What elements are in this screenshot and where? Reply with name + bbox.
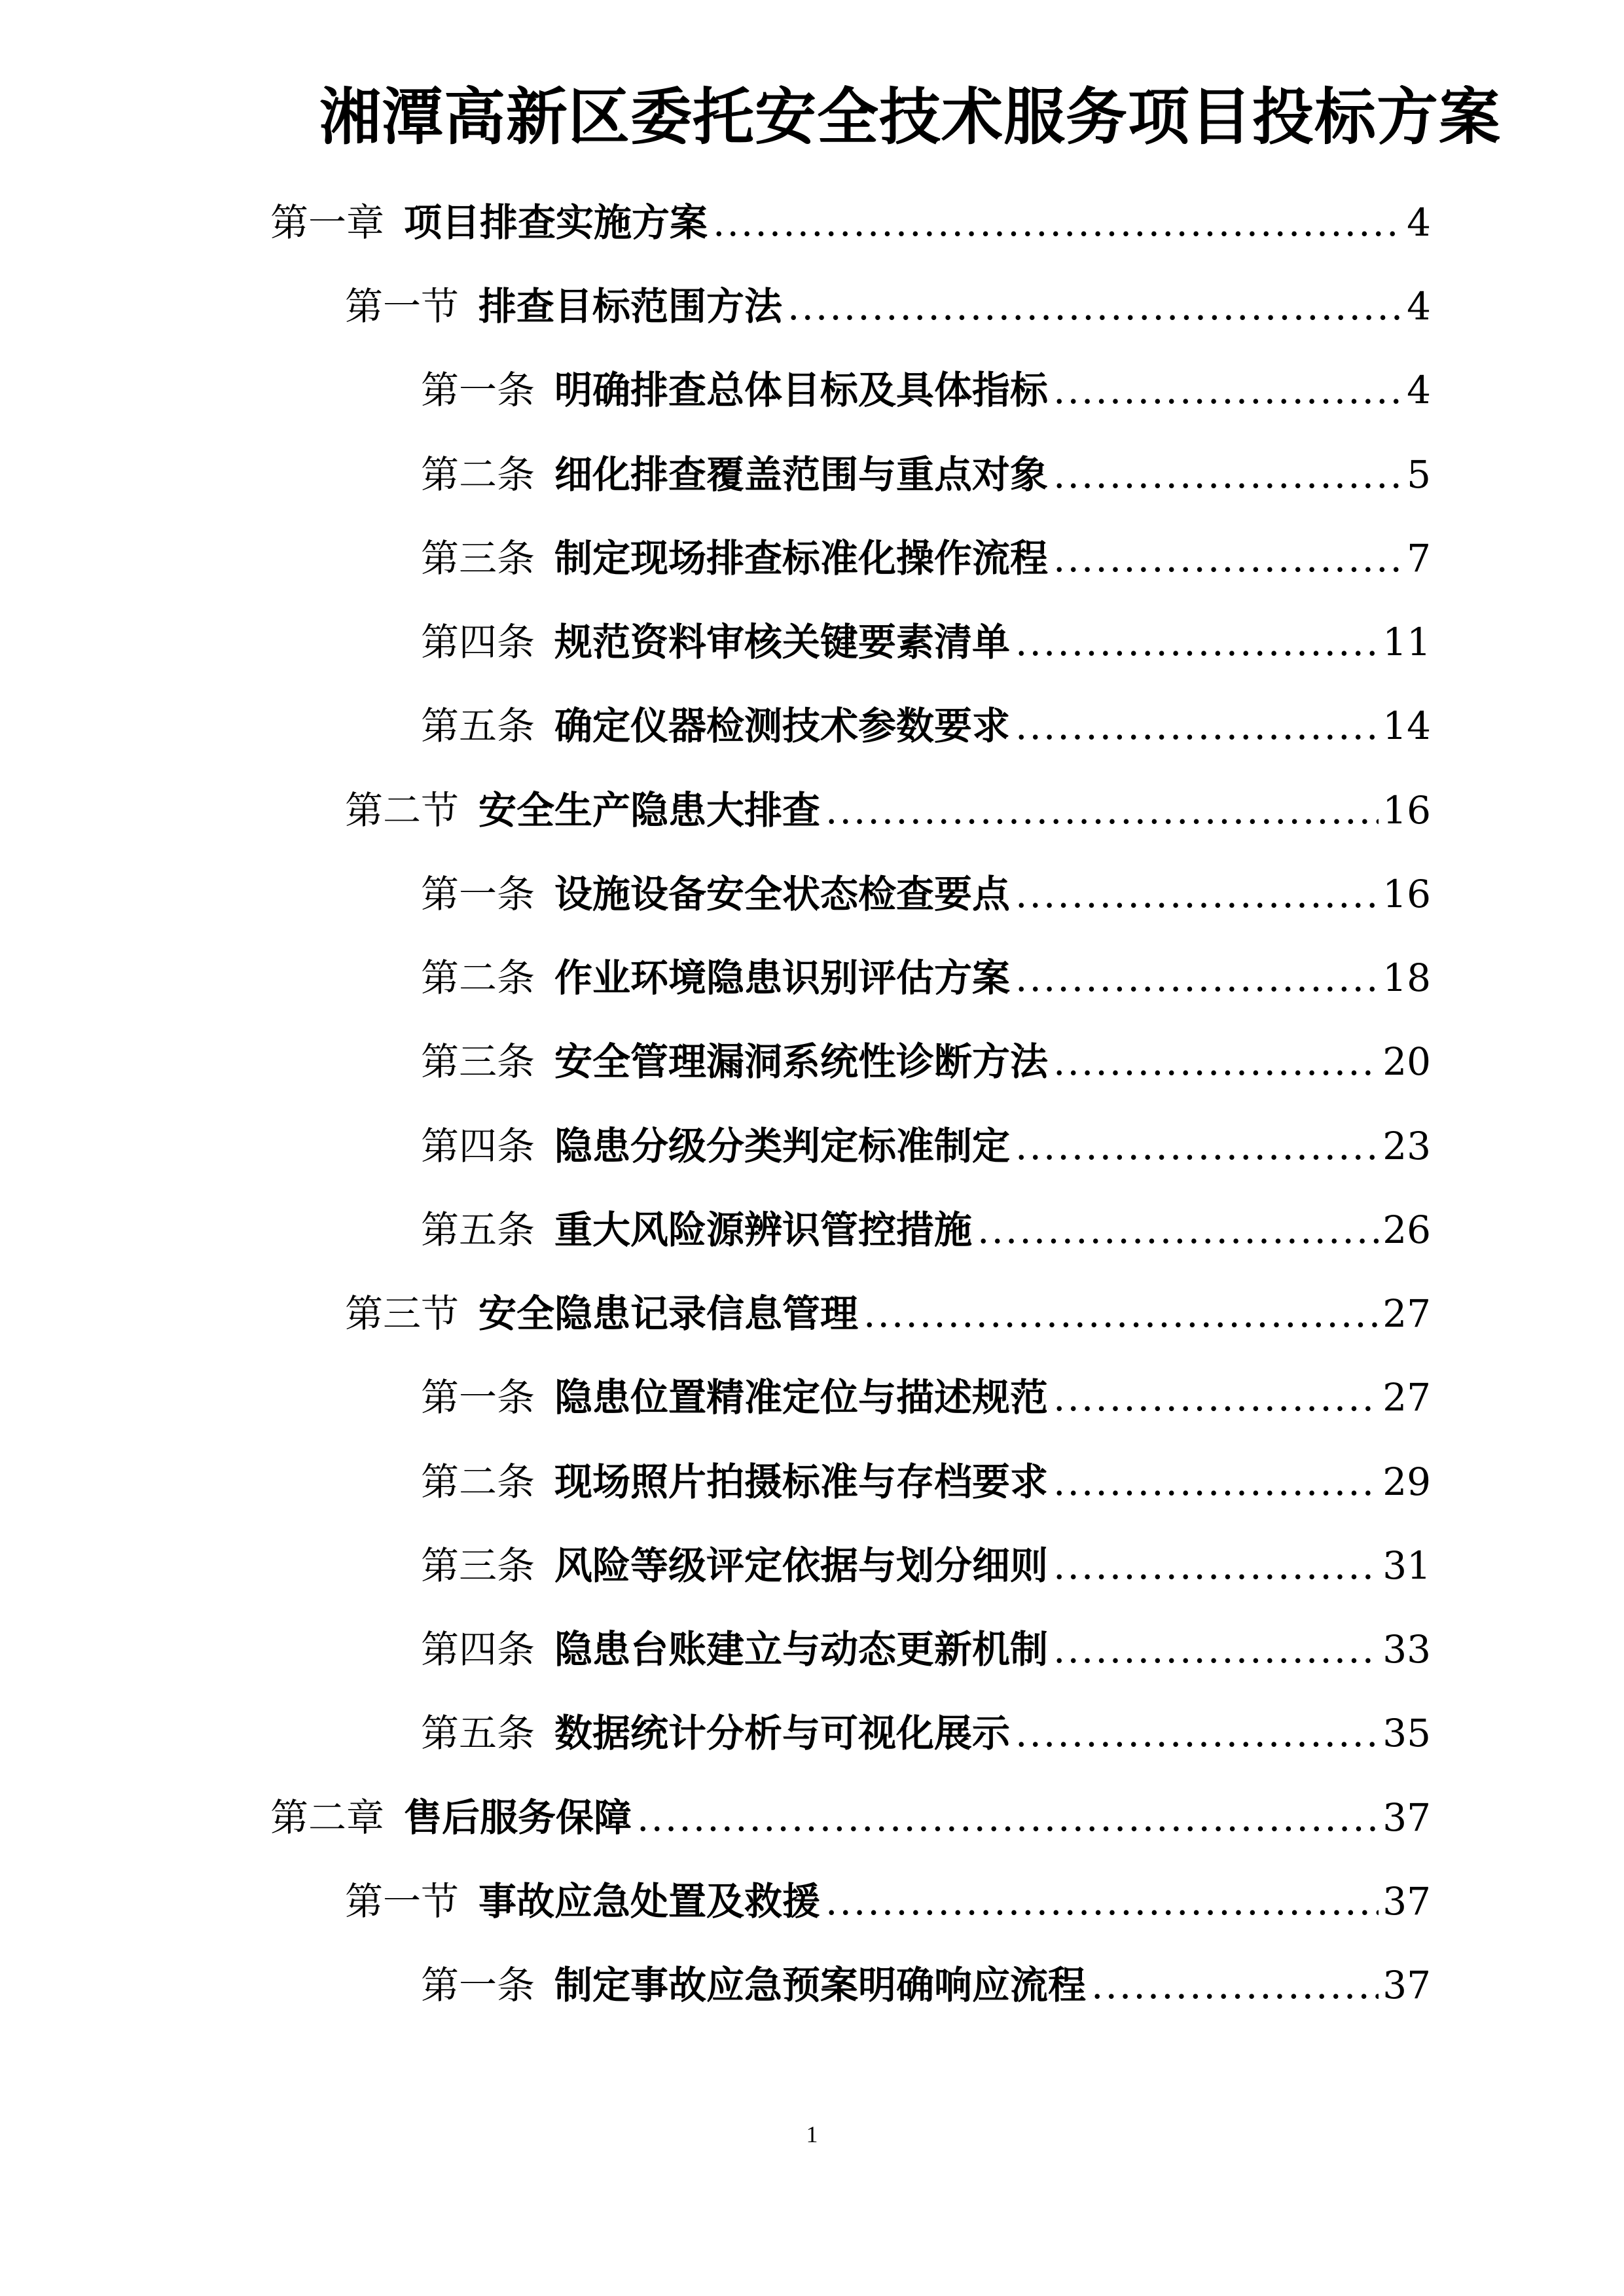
toc-entry-page: 37 bbox=[1382, 1795, 1431, 1840]
toc-entry-article[interactable] bbox=[421, 1536, 1431, 1595]
toc-entry-title: 隐患分级分类判定标准制定 bbox=[554, 1124, 1011, 1168]
toc-entry-label: 第一节 bbox=[345, 284, 460, 329]
toc-entry-section[interactable] bbox=[345, 277, 1431, 336]
toc-entry-page: 4 bbox=[1407, 200, 1431, 245]
toc-entry-title: 设施设备安全状态检查要点 bbox=[554, 872, 1011, 916]
toc-entry-page: 11 bbox=[1382, 620, 1431, 664]
page-number: 1 bbox=[806, 2121, 818, 2147]
toc-entry-title: 作业环境隐患识别评估方案 bbox=[554, 956, 1011, 1000]
toc-entry-label: 第二章 bbox=[270, 1795, 385, 1840]
toc-entry-page: 5 bbox=[1407, 452, 1431, 497]
toc-entry-article[interactable] bbox=[421, 361, 1431, 420]
toc-dot-leader bbox=[1015, 948, 1379, 1007]
toc-dot-leader bbox=[863, 1284, 1379, 1343]
toc-dot-leader bbox=[1053, 361, 1403, 420]
toc-dot-leader bbox=[1053, 1536, 1379, 1595]
toc-dot-leader bbox=[1015, 865, 1379, 924]
toc-entry-section[interactable] bbox=[345, 781, 1431, 840]
toc-entry-article[interactable] bbox=[421, 948, 1431, 1007]
toc-entry-page: 26 bbox=[1382, 1208, 1431, 1252]
toc-entry-title: 规范资料审核关键要素清单 bbox=[554, 620, 1011, 664]
toc-entry-page: 18 bbox=[1382, 956, 1431, 1000]
toc-entry-article[interactable] bbox=[421, 613, 1431, 672]
toc-entry-title: 安全隐患记录信息管理 bbox=[478, 1291, 859, 1336]
toc-entry-page: 27 bbox=[1382, 1375, 1431, 1420]
toc-entry-label: 第一节 bbox=[345, 1879, 460, 1924]
toc-dot-leader bbox=[977, 1200, 1379, 1259]
toc-entry-label: 第一章 bbox=[270, 200, 385, 245]
toc-entry-title: 制定事故应急预案明确响应流程 bbox=[554, 1963, 1087, 2007]
toc-entry-label: 第二节 bbox=[345, 788, 460, 833]
toc-entry-label: 第二条 bbox=[421, 452, 535, 497]
toc-entry-page: 23 bbox=[1382, 1124, 1431, 1168]
toc-dot-leader bbox=[713, 193, 1403, 252]
toc-entry-page: 16 bbox=[1382, 788, 1431, 833]
toc-entry-title: 排查目标范围方法 bbox=[478, 284, 783, 329]
toc-dot-leader bbox=[825, 1872, 1379, 1931]
toc-entry-label: 第一条 bbox=[421, 872, 535, 916]
toc-entry-article[interactable] bbox=[421, 445, 1431, 504]
toc-entry-page: 4 bbox=[1407, 284, 1431, 329]
toc-dot-leader bbox=[1053, 1452, 1379, 1511]
toc-dot-leader bbox=[637, 1788, 1379, 1847]
toc-entry-label: 第三条 bbox=[421, 536, 535, 581]
toc-entry-article[interactable] bbox=[421, 865, 1431, 924]
toc-entry-label: 第一条 bbox=[421, 1375, 535, 1420]
toc-entry-title: 安全生产隐患大排查 bbox=[478, 788, 821, 833]
toc-entry-section[interactable] bbox=[345, 1284, 1431, 1343]
toc-entry-page: 37 bbox=[1382, 1879, 1431, 1924]
toc-entry-page: 16 bbox=[1382, 872, 1431, 916]
toc-entry-title: 数据统计分析与可视化展示 bbox=[554, 1711, 1011, 1755]
toc-entry-label: 第五条 bbox=[421, 1711, 535, 1755]
toc-entry-article[interactable] bbox=[421, 1368, 1431, 1427]
toc-entry-title: 制定现场排查标准化操作流程 bbox=[554, 536, 1049, 581]
toc-dot-leader bbox=[1053, 1032, 1379, 1091]
toc-entry-article[interactable] bbox=[421, 1117, 1431, 1175]
toc-entry-article[interactable] bbox=[421, 529, 1431, 588]
toc-entry-label: 第一条 bbox=[421, 1963, 535, 2007]
toc-entry-article[interactable] bbox=[421, 696, 1431, 755]
toc-entry-title: 明确排查总体目标及具体指标 bbox=[554, 368, 1049, 412]
toc-entry-article[interactable] bbox=[421, 1704, 1431, 1763]
toc-entry-label: 第三条 bbox=[421, 1039, 535, 1084]
toc-entry-title: 安全管理漏洞系统性诊断方法 bbox=[554, 1039, 1049, 1084]
toc-entry-article[interactable] bbox=[421, 1032, 1431, 1091]
toc-entry-label: 第四条 bbox=[421, 1124, 535, 1168]
toc-entry-title: 项目排查实施方案 bbox=[404, 200, 708, 245]
toc-entry-page: 4 bbox=[1407, 368, 1431, 412]
toc-entry-page: 14 bbox=[1382, 704, 1431, 748]
toc-entry-page: 37 bbox=[1382, 1963, 1431, 2007]
toc-entry-title: 售后服务保障 bbox=[404, 1795, 632, 1840]
toc-entry-label: 第五条 bbox=[421, 704, 535, 748]
toc-entry-article[interactable] bbox=[421, 1452, 1431, 1511]
toc-dot-leader bbox=[1053, 1620, 1379, 1679]
toc-dot-leader bbox=[1053, 445, 1403, 504]
toc-entry-page: 7 bbox=[1407, 536, 1431, 581]
toc-dot-leader bbox=[1015, 696, 1379, 755]
toc-entry-label: 第四条 bbox=[421, 620, 535, 664]
toc-entry-chapter[interactable] bbox=[270, 1788, 1431, 1847]
toc-entry-title: 确定仪器检测技术参数要求 bbox=[554, 704, 1011, 748]
toc-entry-label: 第二条 bbox=[421, 956, 535, 1000]
toc-entry-title: 隐患位置精准定位与描述规范 bbox=[554, 1375, 1049, 1420]
toc-entry-page: 33 bbox=[1382, 1627, 1431, 1672]
toc-entry-title: 风险等级评定依据与划分细则 bbox=[554, 1543, 1049, 1588]
toc-dot-leader bbox=[825, 781, 1379, 840]
toc-entry-article[interactable] bbox=[421, 1620, 1431, 1679]
toc-dot-leader bbox=[1053, 529, 1403, 588]
toc-entry-label: 第四条 bbox=[421, 1627, 535, 1672]
toc-entry-label: 第三节 bbox=[345, 1291, 460, 1336]
toc-entry-article[interactable] bbox=[421, 1200, 1431, 1259]
toc-entry-title: 细化排查覆盖范围与重点对象 bbox=[554, 452, 1049, 497]
toc-entry-page: 29 bbox=[1382, 1460, 1431, 1504]
toc-entry-page: 31 bbox=[1382, 1543, 1431, 1588]
toc-entry-label: 第五条 bbox=[421, 1208, 535, 1252]
toc-entry-title: 现场照片拍摄标准与存档要求 bbox=[554, 1460, 1049, 1504]
toc-dot-leader bbox=[1015, 613, 1379, 672]
toc-entry-title: 隐患台账建立与动态更新机制 bbox=[554, 1627, 1049, 1672]
toc-entry-page: 27 bbox=[1382, 1291, 1431, 1336]
toc-dot-leader bbox=[1053, 1368, 1379, 1427]
toc-dot-leader bbox=[1015, 1117, 1379, 1175]
toc-entry-label: 第一条 bbox=[421, 368, 535, 412]
toc-entry-title: 重大风险源辨识管控措施 bbox=[554, 1208, 973, 1252]
toc-entry-label: 第二条 bbox=[421, 1460, 535, 1504]
toc-entry-title: 事故应急处置及救援 bbox=[478, 1879, 821, 1924]
toc-entry-page: 20 bbox=[1382, 1039, 1431, 1084]
toc-entry-chapter[interactable] bbox=[270, 193, 1431, 252]
toc-entry-section[interactable] bbox=[345, 1872, 1431, 1931]
toc-entry-page: 35 bbox=[1382, 1711, 1431, 1755]
toc-dot-leader bbox=[1015, 1704, 1379, 1763]
toc-dot-leader bbox=[1091, 1956, 1379, 2015]
toc-entry-article[interactable] bbox=[421, 1956, 1431, 2015]
toc-entry-label: 第三条 bbox=[421, 1543, 535, 1588]
document-title: 湘潭高新区委托安全技术服务项目投标方案 bbox=[319, 82, 1501, 153]
toc-dot-leader bbox=[787, 277, 1403, 336]
